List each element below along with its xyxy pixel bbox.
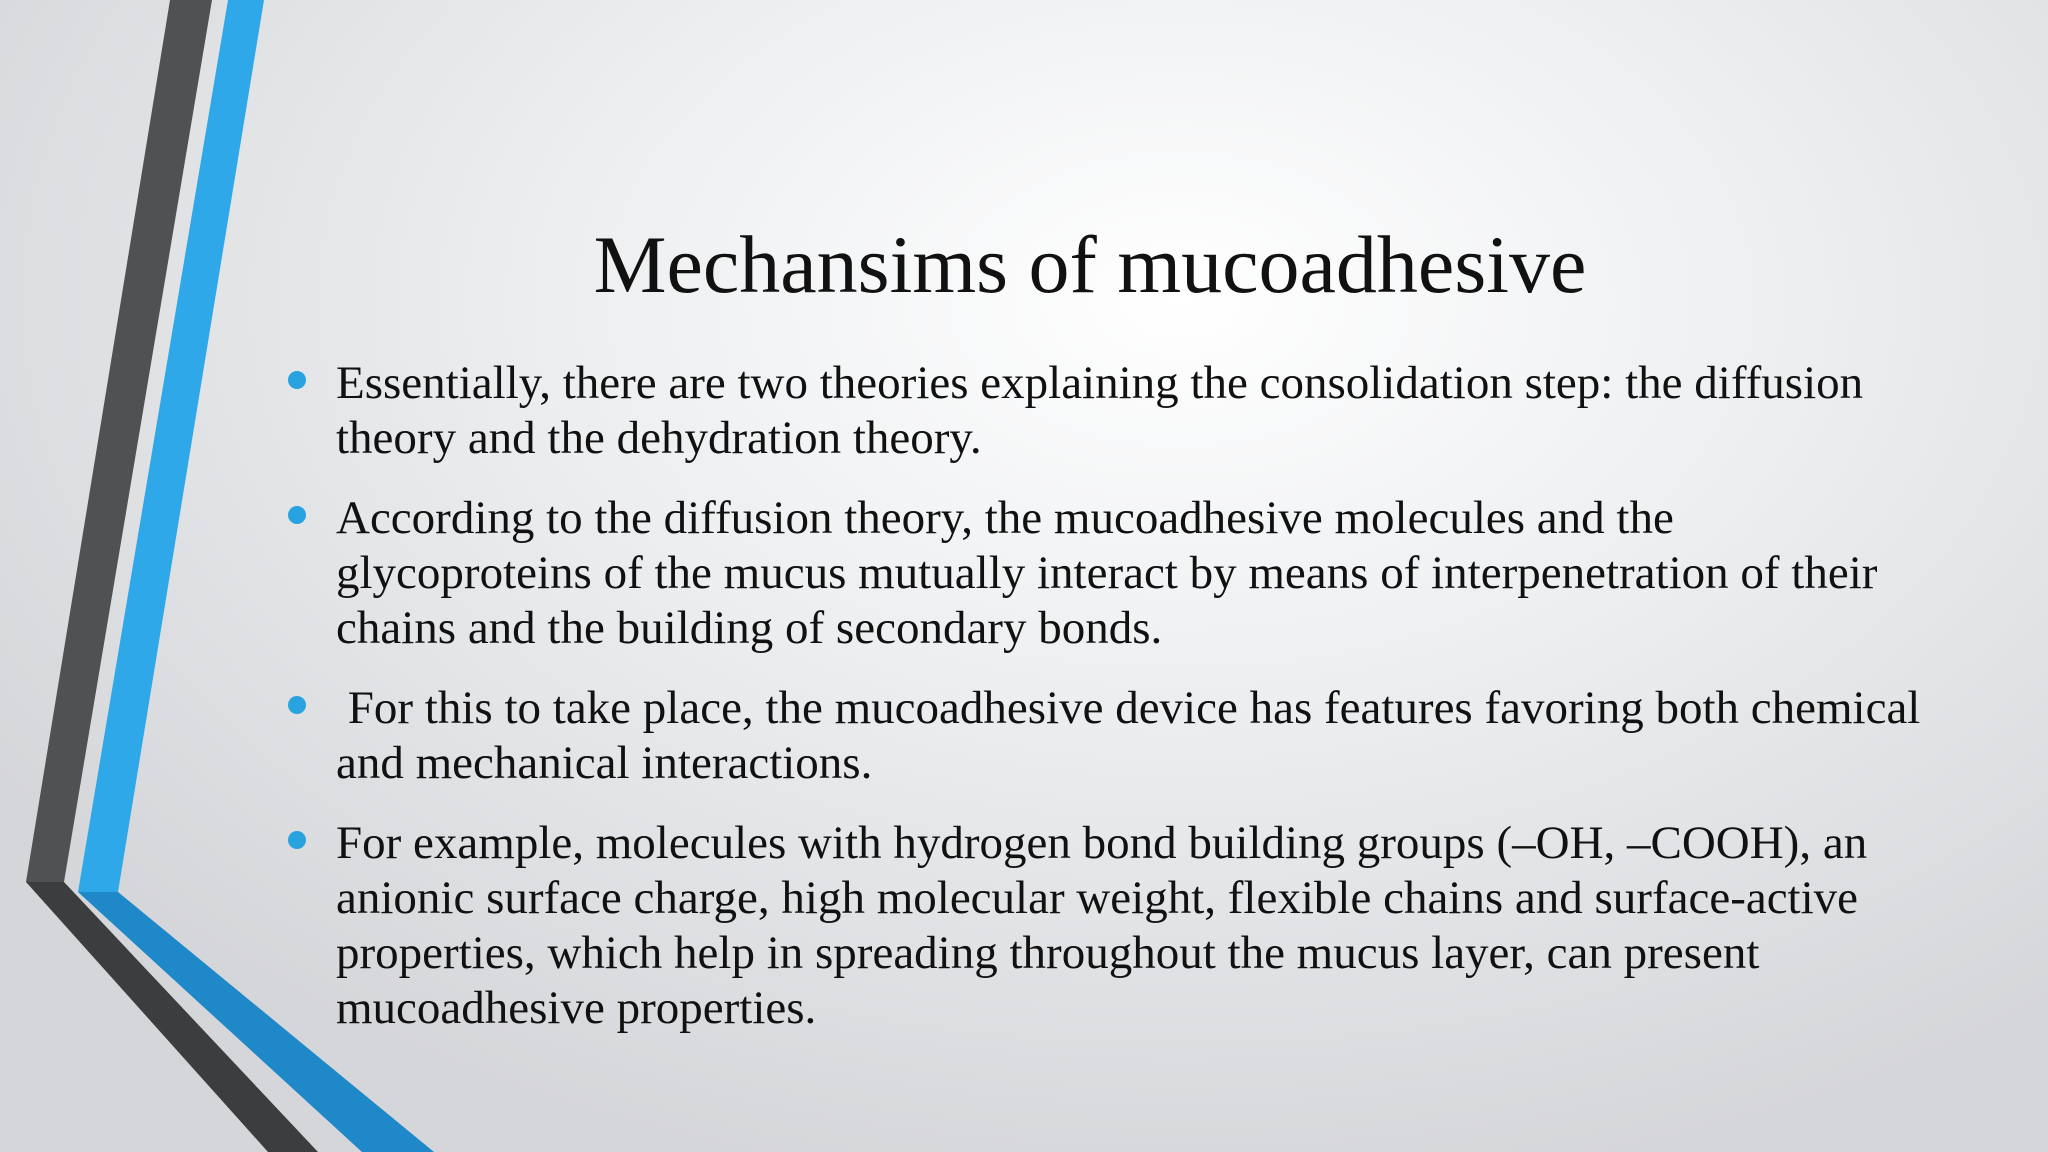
- bullet-text: Essentially, there are two theories explaining the consolidation step: the diffusion theory and the dehydration theory.: [336, 357, 1864, 464]
- bullet-text: For example, molecules with hydrogen bond building groups (–OH, –COOH), an anionic surface charge, high molecular weight, flexible chains and surface-active properties, which help in spreading throughout the mucus layer, can present mucoadhesive properties.: [336, 817, 1868, 1034]
- bullet-dot-icon: [288, 371, 306, 389]
- bullet-text: For this to take place, the mucoadhesive device has features favoring both chemical and mechanical interactions.: [336, 682, 1921, 789]
- bullet-item: [286, 816, 1926, 1036]
- bullet-item: [286, 681, 1926, 791]
- bullet-dot-icon: [288, 831, 306, 849]
- slide-title: Mechansims of mucoadhesive: [593, 219, 1587, 310]
- bullet-text: According to the diffusion theory, the mucoadhesive molecules and the glycoproteins of the mucus mutually interact by means of interpenetration of their chains and the building of secondary bonds.: [336, 492, 1878, 654]
- dark-stripe-lower: [26, 882, 318, 1152]
- bullet-dot-icon: [288, 696, 306, 714]
- bullet-item: [286, 491, 1926, 656]
- bullet-list: [286, 356, 1926, 1061]
- bullet-dot-icon: [288, 506, 306, 524]
- bullet-item: [286, 356, 1926, 466]
